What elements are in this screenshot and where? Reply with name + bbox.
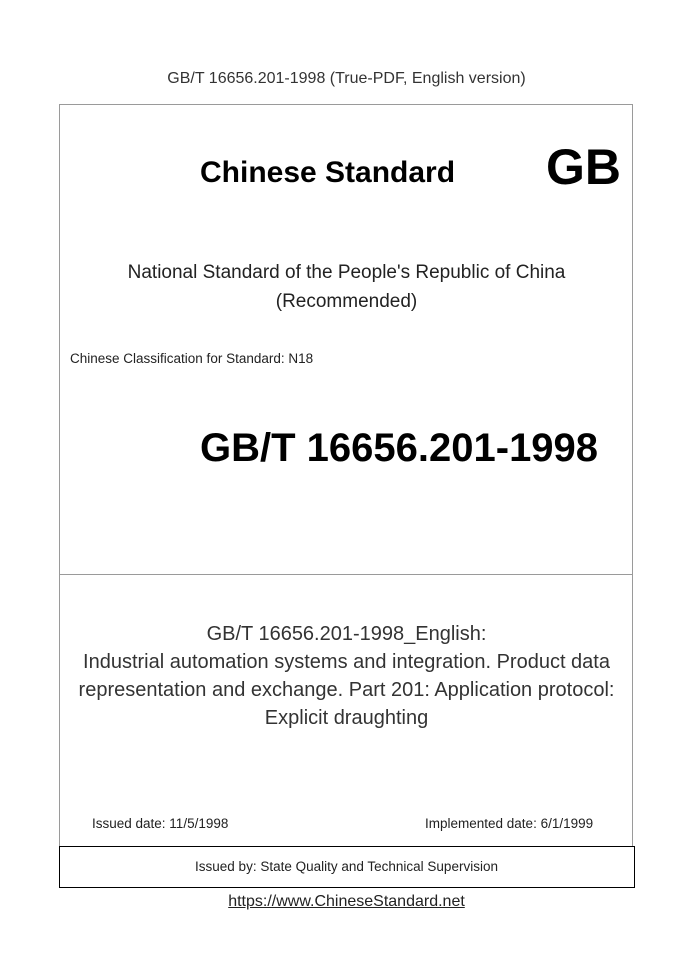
recommended-line: (Recommended) (275, 291, 418, 312)
running-header: GB/T 16656.201-1998 (True-PDF, English version) (167, 70, 526, 87)
title-line-1: GB/T 16656.201-1998_English: (206, 623, 487, 645)
series-title: Chinese Standard (200, 156, 456, 189)
website-link[interactable]: https://www.ChineseStandard.net (228, 893, 465, 910)
implemented-date: Implemented date: 6/1/1999 (425, 816, 594, 831)
standard-number: GB/T 16656.201-1998 (200, 426, 599, 470)
issuer-text: Issued by: State Quality and Technical Supervision (195, 859, 498, 874)
english-title-block (0, 620, 693, 732)
national-standard-line: National Standard of the People's Republic of China (127, 262, 566, 283)
gb-mark: GB (546, 139, 621, 195)
national-standard-heading (0, 258, 693, 316)
issued-date: Issued date: 11/5/1998 (92, 816, 229, 831)
title-line-3: representation and exchange. Part 201: Application protocol: (78, 679, 615, 701)
title-line-2: Industrial automation systems and integration. Product data (83, 651, 610, 673)
title-line-4: Explicit draughting (264, 707, 429, 729)
classification-text: Chinese Classification for Standard: N18 (70, 351, 314, 366)
